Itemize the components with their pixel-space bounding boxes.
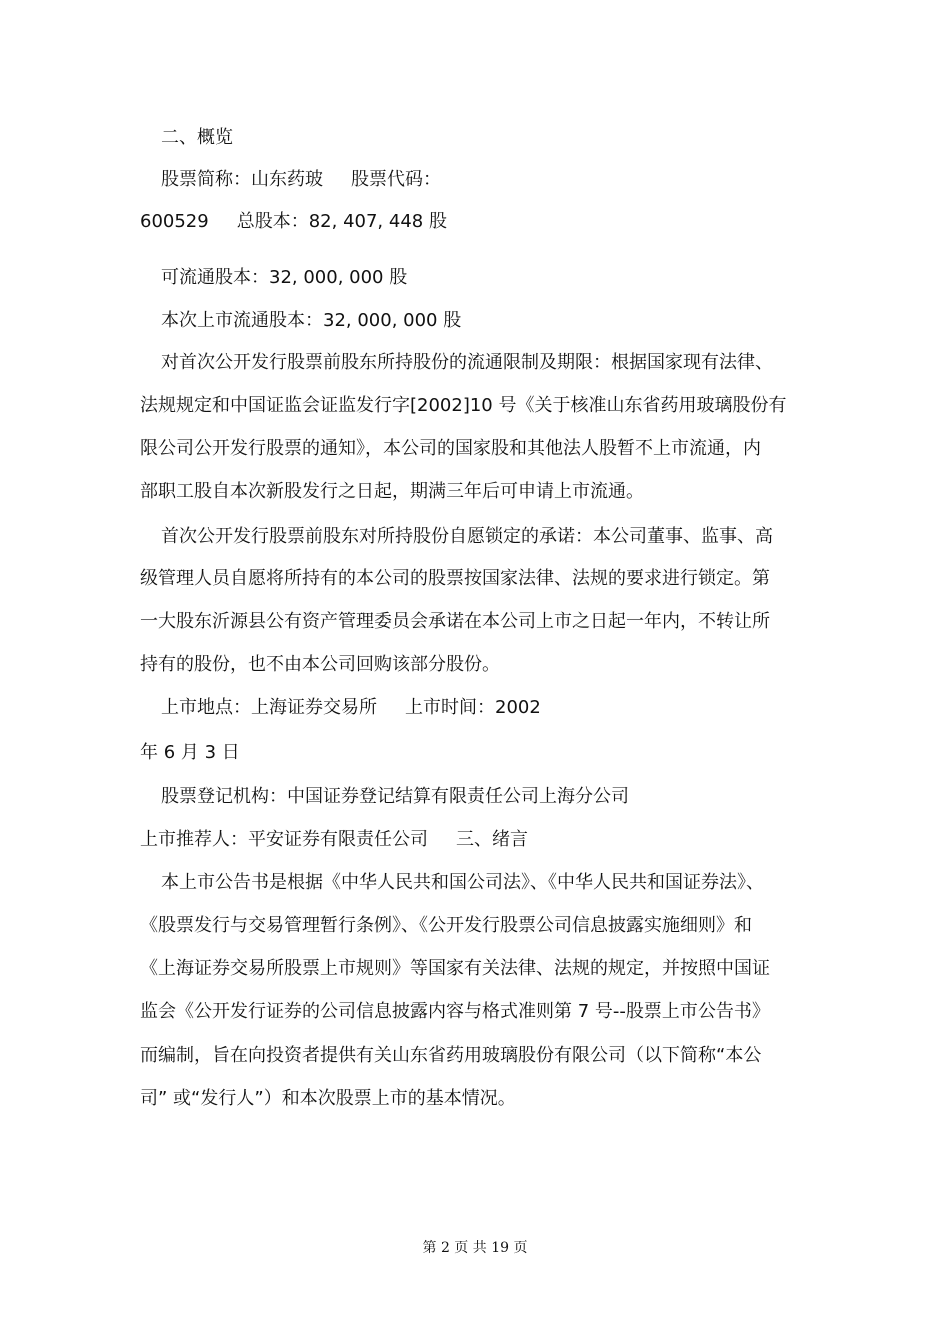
restriction-line: 法规规定和中国证监会证监发行字[2002]10 号《关于核准山东省药用玻璃股份有 (140, 395, 787, 416)
lockup-line: 一大股东沂源县公有资产管理委员会承诺在本公司上市之日起一年内，不转让所 (140, 611, 770, 632)
intro-line: 而编制，旨在向投资者提供有关山东省药用玻璃股份有限公司（以下简称“本公 (140, 1045, 762, 1066)
stock-code-label: 股票代码： (351, 169, 441, 190)
total-shares: 总股本：82, 407, 448 股 (236, 211, 447, 232)
stock-abbreviation: 股票简称：山东药玻 (161, 169, 323, 190)
listing-date: 年 6 月 3 日 (140, 742, 240, 763)
lockup-line: 持有的股份，也不由本公司回购该部分股份。 (140, 654, 500, 675)
listed-tradable-shares: 本次上市流通股本：32, 000, 000 股 (161, 310, 462, 331)
intro-line: 本上市公告书是根据《中华人民共和国公司法》、《中华人民共和国证券法》、 (161, 872, 764, 893)
lockup-line: 首次公开发行股票前股东对所持股份自愿锁定的承诺：本公司董事、监事、高 (161, 526, 773, 547)
restriction-line: 部职工股自本次新股发行之日起，期满三年后可申请上市流通。 (140, 481, 644, 502)
intro-line: 《股票发行与交易管理暂行条例》、《公开发行股票公司信息披露实施细则》和 (140, 915, 752, 936)
listing-time: 上市时间：2002 (405, 697, 541, 718)
restriction-line: 对首次公开发行股票前股东所持股份的流通限制及期限：根据国家现有法律、 (161, 352, 773, 373)
intro-line: 监会《公开发行证券的公司信息披露内容与格式准则第 7 号--股票上市公告书》 (140, 1001, 770, 1022)
sponsor: 上市推荐人：平安证券有限责任公司 (140, 829, 428, 850)
sponsor-line (140, 828, 528, 852)
registrar: 股票登记机构：中国证券登记结算有限责任公司上海分公司 (161, 786, 629, 807)
stock-code-line (140, 210, 447, 234)
page-number-footer: 第 2 页 共 19 页 (422, 1240, 528, 1256)
restriction-line: 限公司公开发行股票的通知》，本公司的国家股和其他法人股暂不上市流通，内 (140, 438, 761, 459)
listing-place: 上市地点：上海证券交易所 (161, 697, 377, 718)
intro-line: 《上海证券交易所股票上市规则》等国家有关法律、法规的规定，并按照中国证 (140, 958, 770, 979)
tradable-shares: 可流通股本：32, 000, 000 股 (161, 267, 408, 288)
lockup-line: 级管理人员自愿将所持有的本公司的股票按国家法律、法规的要求进行锁定。第 (140, 568, 770, 589)
section-heading-overview: 二、概览 (161, 127, 233, 148)
listing-place-time-line (161, 696, 541, 720)
stock-info-line (161, 168, 441, 192)
intro-line: 司” 或“发行人”）和本次股票上市的基本情况。 (140, 1088, 516, 1109)
section-heading-intro: 三、绪言 (456, 829, 528, 850)
stock-code-value: 600529 (140, 211, 209, 232)
